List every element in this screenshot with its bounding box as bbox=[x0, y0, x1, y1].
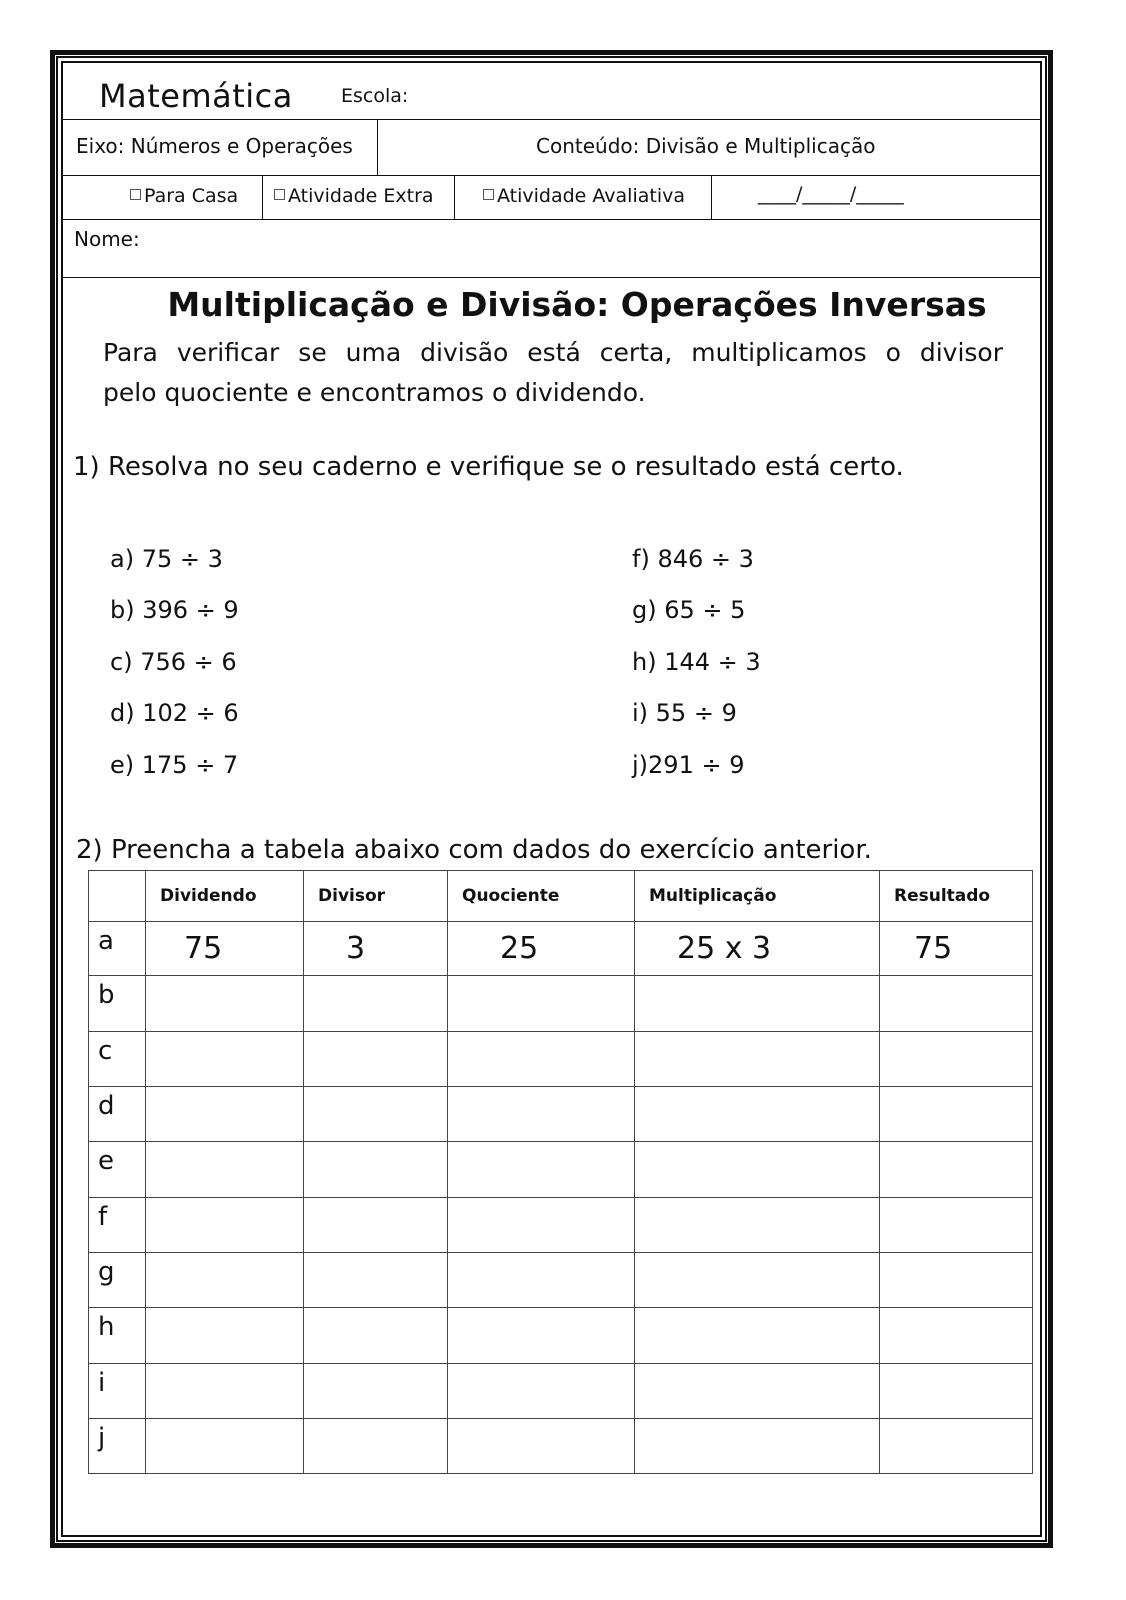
answer-cell[interactable] bbox=[448, 1364, 635, 1419]
answer-cell[interactable] bbox=[448, 976, 635, 1032]
header-divider bbox=[711, 176, 712, 219]
answer-cell[interactable] bbox=[304, 1364, 448, 1419]
header-divider bbox=[262, 176, 263, 219]
subject-title: Matemática bbox=[99, 77, 293, 115]
date-field[interactable]: ____/_____/_____ bbox=[758, 183, 904, 205]
answer-cell[interactable] bbox=[880, 1364, 1033, 1419]
checkbox-icon[interactable] bbox=[274, 189, 285, 200]
header-divider bbox=[454, 176, 455, 219]
table-row bbox=[89, 1142, 1033, 1198]
answer-cell[interactable] bbox=[635, 1364, 880, 1419]
answer-cell[interactable] bbox=[146, 1308, 304, 1364]
exercise-item: b) 396 ÷ 9 bbox=[110, 596, 239, 624]
answer-cell[interactable] bbox=[304, 1419, 448, 1474]
table-header-cell: Dividendo bbox=[146, 871, 304, 922]
option-atividade-avaliativa[interactable]: Atividade Avaliativa bbox=[483, 185, 685, 207]
answer-cell[interactable] bbox=[304, 1253, 448, 1308]
header-divider bbox=[377, 120, 378, 175]
answer-cell[interactable]: 3 bbox=[304, 922, 448, 976]
exercise-item: h) 144 ÷ 3 bbox=[632, 648, 761, 676]
table-row bbox=[89, 1087, 1033, 1142]
row-label: h bbox=[89, 1308, 146, 1364]
answer-cell[interactable] bbox=[635, 1308, 880, 1364]
exercise-item: c) 756 ÷ 6 bbox=[110, 648, 237, 676]
answer-cell[interactable] bbox=[304, 976, 448, 1032]
answer-cell[interactable] bbox=[304, 1198, 448, 1253]
answer-cell[interactable]: 75 bbox=[146, 922, 304, 976]
header-divider bbox=[63, 119, 1040, 120]
row-label: i bbox=[89, 1364, 146, 1419]
row-label: d bbox=[89, 1087, 146, 1142]
answer-cell[interactable] bbox=[146, 1032, 304, 1087]
answer-cell[interactable] bbox=[448, 1032, 635, 1087]
answer-cell[interactable]: 25 bbox=[448, 922, 635, 976]
question-2: 2) Preencha a tabela abaixo com dados do exercício anterior. bbox=[76, 835, 872, 865]
table-row bbox=[89, 1032, 1033, 1087]
exercise-item: i) 55 ÷ 9 bbox=[632, 699, 737, 727]
answer-cell[interactable] bbox=[880, 976, 1033, 1032]
answer-cell[interactable] bbox=[146, 1142, 304, 1198]
table-row bbox=[89, 1308, 1033, 1364]
content-label: Conteúdo: Divisão e Multiplicação bbox=[536, 134, 876, 158]
question-1: 1) Resolva no seu caderno e verifique se o resultado está certo. bbox=[73, 452, 904, 482]
exercise-item: f) 846 ÷ 3 bbox=[632, 545, 754, 573]
answer-cell[interactable] bbox=[448, 1087, 635, 1142]
answer-cell[interactable] bbox=[635, 976, 880, 1032]
option-atividade-extra[interactable]: Atividade Extra bbox=[274, 185, 434, 207]
exercise-item: a) 75 ÷ 3 bbox=[110, 545, 223, 573]
answer-cell[interactable] bbox=[304, 1308, 448, 1364]
answer-cell[interactable] bbox=[448, 1253, 635, 1308]
school-label: Escola: bbox=[341, 85, 409, 107]
header-divider bbox=[63, 277, 1040, 278]
answer-cell[interactable] bbox=[880, 1087, 1033, 1142]
answer-cell[interactable] bbox=[635, 1198, 880, 1253]
answer-cell[interactable] bbox=[146, 1087, 304, 1142]
answer-cell[interactable] bbox=[880, 1142, 1033, 1198]
row-label: g bbox=[89, 1253, 146, 1308]
answer-cell[interactable] bbox=[448, 1308, 635, 1364]
header-divider bbox=[63, 219, 1040, 220]
answer-cell[interactable] bbox=[146, 1364, 304, 1419]
answer-cell[interactable]: 75 bbox=[880, 922, 1033, 976]
exercise-item: g) 65 ÷ 5 bbox=[632, 596, 746, 624]
row-label: c bbox=[89, 1032, 146, 1087]
answer-cell[interactable] bbox=[880, 1419, 1033, 1474]
table-row bbox=[89, 922, 1033, 976]
table-header-row bbox=[89, 871, 1033, 922]
intro-text-line-1: Para verificar se uma divisão está certa, multiplicamos o divisor bbox=[103, 338, 1003, 367]
axis-label: Eixo: Números e Operações bbox=[76, 134, 353, 158]
answer-cell[interactable] bbox=[304, 1032, 448, 1087]
name-label: Nome: bbox=[74, 227, 140, 251]
table-row bbox=[89, 1253, 1033, 1308]
answer-cell[interactable] bbox=[635, 1142, 880, 1198]
answer-cell[interactable] bbox=[880, 1032, 1033, 1087]
answer-cell[interactable] bbox=[448, 1198, 635, 1253]
answer-cell[interactable] bbox=[635, 1419, 880, 1474]
answer-cell[interactable] bbox=[146, 976, 304, 1032]
answer-cell[interactable] bbox=[880, 1308, 1033, 1364]
header-divider bbox=[63, 175, 1040, 176]
exercise-item: e) 175 ÷ 7 bbox=[110, 751, 239, 779]
answer-cell[interactable] bbox=[304, 1142, 448, 1198]
row-label: a bbox=[89, 922, 146, 976]
header-row-subject bbox=[63, 63, 1040, 121]
checkbox-icon[interactable] bbox=[130, 189, 141, 200]
answer-cell[interactable] bbox=[880, 1253, 1033, 1308]
table-header-cell: Multiplicação bbox=[635, 871, 880, 922]
table-row bbox=[89, 1198, 1033, 1253]
answer-cell[interactable] bbox=[146, 1419, 304, 1474]
answer-cell[interactable] bbox=[635, 1087, 880, 1142]
row-label: f bbox=[89, 1198, 146, 1253]
checkbox-icon[interactable] bbox=[483, 189, 494, 200]
answer-cell[interactable] bbox=[448, 1419, 635, 1474]
answer-cell[interactable]: 25 x 3 bbox=[635, 922, 880, 976]
answer-cell[interactable] bbox=[635, 1253, 880, 1308]
row-label: b bbox=[89, 976, 146, 1032]
exercise-item: d) 102 ÷ 6 bbox=[110, 699, 239, 727]
worksheet-title: Multiplicação e Divisão: Operações Inversas bbox=[167, 285, 987, 324]
answer-cell[interactable] bbox=[880, 1198, 1033, 1253]
row-label: j bbox=[89, 1419, 146, 1474]
table-header-cell: Resultado bbox=[880, 871, 1033, 922]
option-para-casa[interactable]: Para Casa bbox=[130, 185, 238, 207]
answer-cell[interactable] bbox=[146, 1198, 304, 1253]
table-header-cell: Quociente bbox=[448, 871, 635, 922]
table-row bbox=[89, 1364, 1033, 1419]
table-row bbox=[89, 1419, 1033, 1474]
answer-cell[interactable] bbox=[635, 1032, 880, 1087]
table-row bbox=[89, 976, 1033, 1032]
answer-cell[interactable] bbox=[304, 1087, 448, 1142]
answer-cell[interactable] bbox=[146, 1253, 304, 1308]
table-header-cell: Divisor bbox=[304, 871, 448, 922]
row-label: e bbox=[89, 1142, 146, 1198]
intro-text-line-2: pelo quociente e encontramos o dividendo. bbox=[103, 378, 646, 407]
answer-table bbox=[88, 870, 1033, 1474]
exercise-item: j)291 ÷ 9 bbox=[632, 751, 745, 779]
table-header-cell bbox=[89, 871, 146, 922]
answer-cell[interactable] bbox=[448, 1142, 635, 1198]
